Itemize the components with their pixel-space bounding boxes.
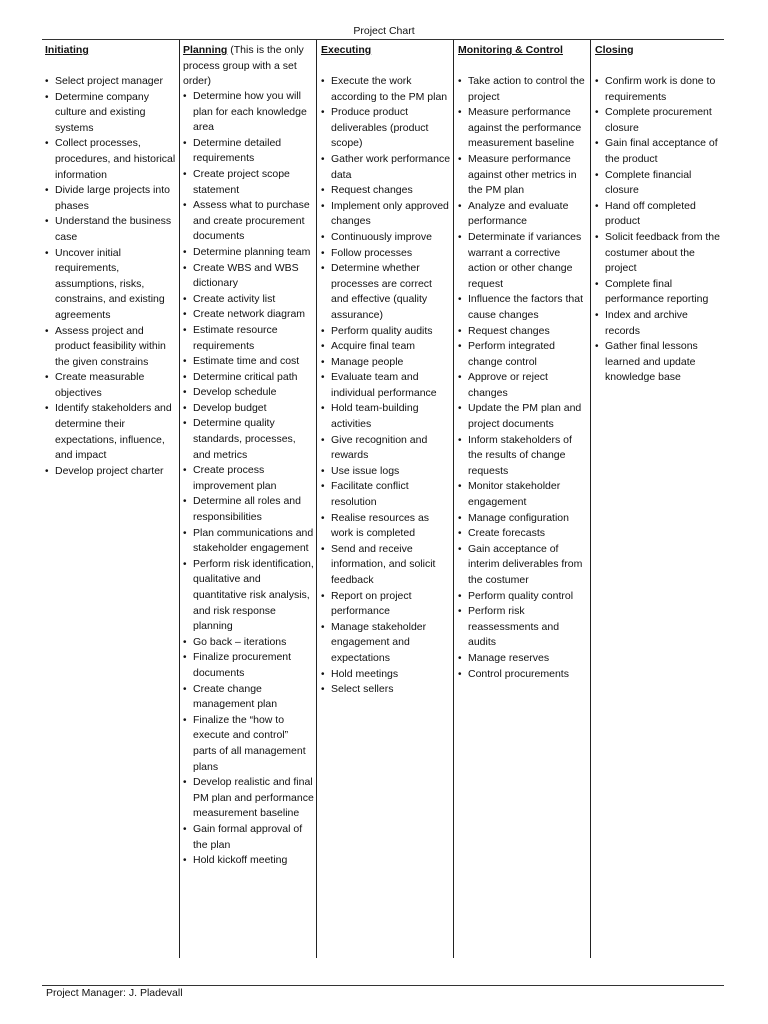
heading-planning: Planning xyxy=(183,44,228,56)
list-item: • Gather final lessons learned and update knowledge base xyxy=(595,339,724,386)
list-item: • Give recognition and rewards xyxy=(321,433,451,464)
column-monitoring-control xyxy=(453,40,590,958)
list-item: • Develop schedule xyxy=(183,385,314,401)
list-item: • Manage stakeholder engagement and expectations xyxy=(321,620,451,667)
list-item: • Inform stakeholders of the results of change requests xyxy=(458,433,588,480)
project-chart-table xyxy=(42,39,724,958)
list-item: • Complete final performance reporting xyxy=(595,277,724,308)
list-item: • Measure performance against the performance measurement baseline xyxy=(458,105,588,152)
list-item: • Manage people xyxy=(321,355,451,371)
list-item: • Select project manager xyxy=(45,74,177,90)
list-item: • Manage configuration xyxy=(458,511,588,527)
list-item: • Perform integrated change control xyxy=(458,339,588,370)
list-item: • Measure performance against other metrics in the PM plan xyxy=(458,152,588,199)
column-heading xyxy=(183,43,314,89)
column-closing xyxy=(590,40,724,958)
list-item: • Use issue logs xyxy=(321,464,451,480)
list-item: • Request changes xyxy=(321,183,451,199)
list-item: • Uncover initial requirements, assumptions, risks, constrains, and existing agreements xyxy=(45,246,177,324)
list-item: • Update the PM plan and project documents xyxy=(458,401,588,432)
list-item: • Determine company culture and existing systems xyxy=(45,90,177,137)
list-item: • Implement only approved changes xyxy=(321,199,451,230)
list-item: • Plan communications and stakeholder engagement xyxy=(183,526,314,557)
list-item: • Request changes xyxy=(458,324,588,340)
column-initiating xyxy=(42,40,179,958)
column-planning xyxy=(179,40,316,958)
list-item: • Determine planning team xyxy=(183,245,314,261)
list-item: • Monitor stakeholder engagement xyxy=(458,479,588,510)
list-item: • Evaluate team and individual performance xyxy=(321,370,451,401)
list-item: • Hold team-building activities xyxy=(321,401,451,432)
heading-executing: Executing xyxy=(321,44,372,56)
list-item: • Develop project charter xyxy=(45,464,177,480)
list-item: • Gain acceptance of interim deliverables from the costumer xyxy=(458,542,588,589)
list-item: • Create process improvement plan xyxy=(183,463,314,494)
list-item: • Hold kickoff meeting xyxy=(183,853,314,869)
heading-planning-note: (This is the only process group with a set order) xyxy=(183,44,304,88)
list-item: • Report on project performance xyxy=(321,589,451,620)
list-item: • Create project scope statement xyxy=(183,167,314,198)
list-monitoring-control xyxy=(458,74,588,682)
page-title: Project Chart xyxy=(353,25,415,37)
list-item: • Divide large projects into phases xyxy=(45,183,177,214)
list-item: • Approve or reject changes xyxy=(458,370,588,401)
list-initiating xyxy=(45,74,177,479)
list-item: • Develop realistic and final PM plan and performance measurement baseline xyxy=(183,775,314,822)
list-item: • Finalize the “how to execute and control” parts of all management plans xyxy=(183,713,314,775)
list-item: • Estimate resource requirements xyxy=(183,323,314,354)
column-heading xyxy=(321,43,451,74)
list-item: • Determine quality standards, processes, and metrics xyxy=(183,416,314,463)
list-item: • Go back – iterations xyxy=(183,635,314,651)
list-item: • Influence the factors that cause changes xyxy=(458,292,588,323)
list-item: • Assess project and product feasibility within the given constrains xyxy=(45,324,177,371)
list-item: • Facilitate conflict resolution xyxy=(321,479,451,510)
list-item: • Create network diagram xyxy=(183,307,314,323)
list-item: • Determine whether processes are correct and effective (quality assurance) xyxy=(321,261,451,323)
heading-initiating: Initiating xyxy=(45,44,89,56)
list-item: • Gather work performance data xyxy=(321,152,451,183)
list-item: • Collect processes, procedures, and historical information xyxy=(45,136,177,183)
list-item: • Determine critical path xyxy=(183,370,314,386)
list-item: • Create measurable objectives xyxy=(45,370,177,401)
list-item: • Finalize procurement documents xyxy=(183,650,314,681)
list-item: • Create activity list xyxy=(183,292,314,308)
list-item: • Complete financial closure xyxy=(595,168,724,199)
list-item: • Realise resources as work is completed xyxy=(321,511,451,542)
list-item: • Hand off completed product xyxy=(595,199,724,230)
list-item: • Determine how you will plan for each knowledge area xyxy=(183,89,314,136)
heading-closing: Closing xyxy=(595,44,634,56)
list-planning xyxy=(183,89,314,869)
list-item: • Hold meetings xyxy=(321,667,451,683)
list-item: • Identify stakeholders and determine their expectations, influence, and impact xyxy=(45,401,177,463)
list-item: • Gain formal approval of the plan xyxy=(183,822,314,853)
column-heading xyxy=(45,43,177,74)
list-item: • Produce product deliverables (product scope) xyxy=(321,105,451,152)
list-item: • Control procurements xyxy=(458,667,588,683)
project-manager-footer: Project Manager: J. Pladevall xyxy=(46,987,183,999)
list-item: • Analyze and evaluate performance xyxy=(458,199,588,230)
list-item: • Solicit feedback from the costumer about the project xyxy=(595,230,724,277)
list-item: • Estimate time and cost xyxy=(183,354,314,370)
list-item: • Create change management plan xyxy=(183,682,314,713)
list-item: • Determine all roles and responsibilities xyxy=(183,494,314,525)
list-item: • Understand the business case xyxy=(45,214,177,245)
list-item: • Confirm work is done to requirements xyxy=(595,74,724,105)
heading-monitoring-control: Monitoring & Control xyxy=(458,44,563,56)
list-item: • Follow processes xyxy=(321,246,451,262)
list-item: • Send and receive information, and solicit feedback xyxy=(321,542,451,589)
list-item: • Determinate if variances warrant a corrective action or other change request xyxy=(458,230,588,292)
list-item: • Complete procurement closure xyxy=(595,105,724,136)
list-item: • Continuously improve xyxy=(321,230,451,246)
column-executing xyxy=(316,40,453,958)
list-item: • Perform quality control xyxy=(458,589,588,605)
list-item: • Gain final acceptance of the product xyxy=(595,136,724,167)
list-item: • Perform risk identification, qualitative and quantitative risk analysis, and risk response planning xyxy=(183,557,314,635)
list-item: • Create WBS and WBS dictionary xyxy=(183,261,314,292)
list-executing xyxy=(321,74,451,698)
column-heading xyxy=(458,43,588,74)
list-item: • Acquire final team xyxy=(321,339,451,355)
list-item: • Assess what to purchase and create procurement documents xyxy=(183,198,314,245)
list-item: • Manage reserves xyxy=(458,651,588,667)
list-item: • Take action to control the project xyxy=(458,74,588,105)
list-item: • Perform risk reassessments and audits xyxy=(458,604,588,651)
list-item: • Develop budget xyxy=(183,401,314,417)
list-item: • Perform quality audits xyxy=(321,324,451,340)
list-item: • Determine detailed requirements xyxy=(183,136,314,167)
column-heading xyxy=(595,43,724,74)
list-item: • Select sellers xyxy=(321,682,451,698)
list-item: • Execute the work according to the PM plan xyxy=(321,74,451,105)
list-item: • Index and archive records xyxy=(595,308,724,339)
list-closing xyxy=(595,74,724,386)
list-item: • Create forecasts xyxy=(458,526,588,542)
